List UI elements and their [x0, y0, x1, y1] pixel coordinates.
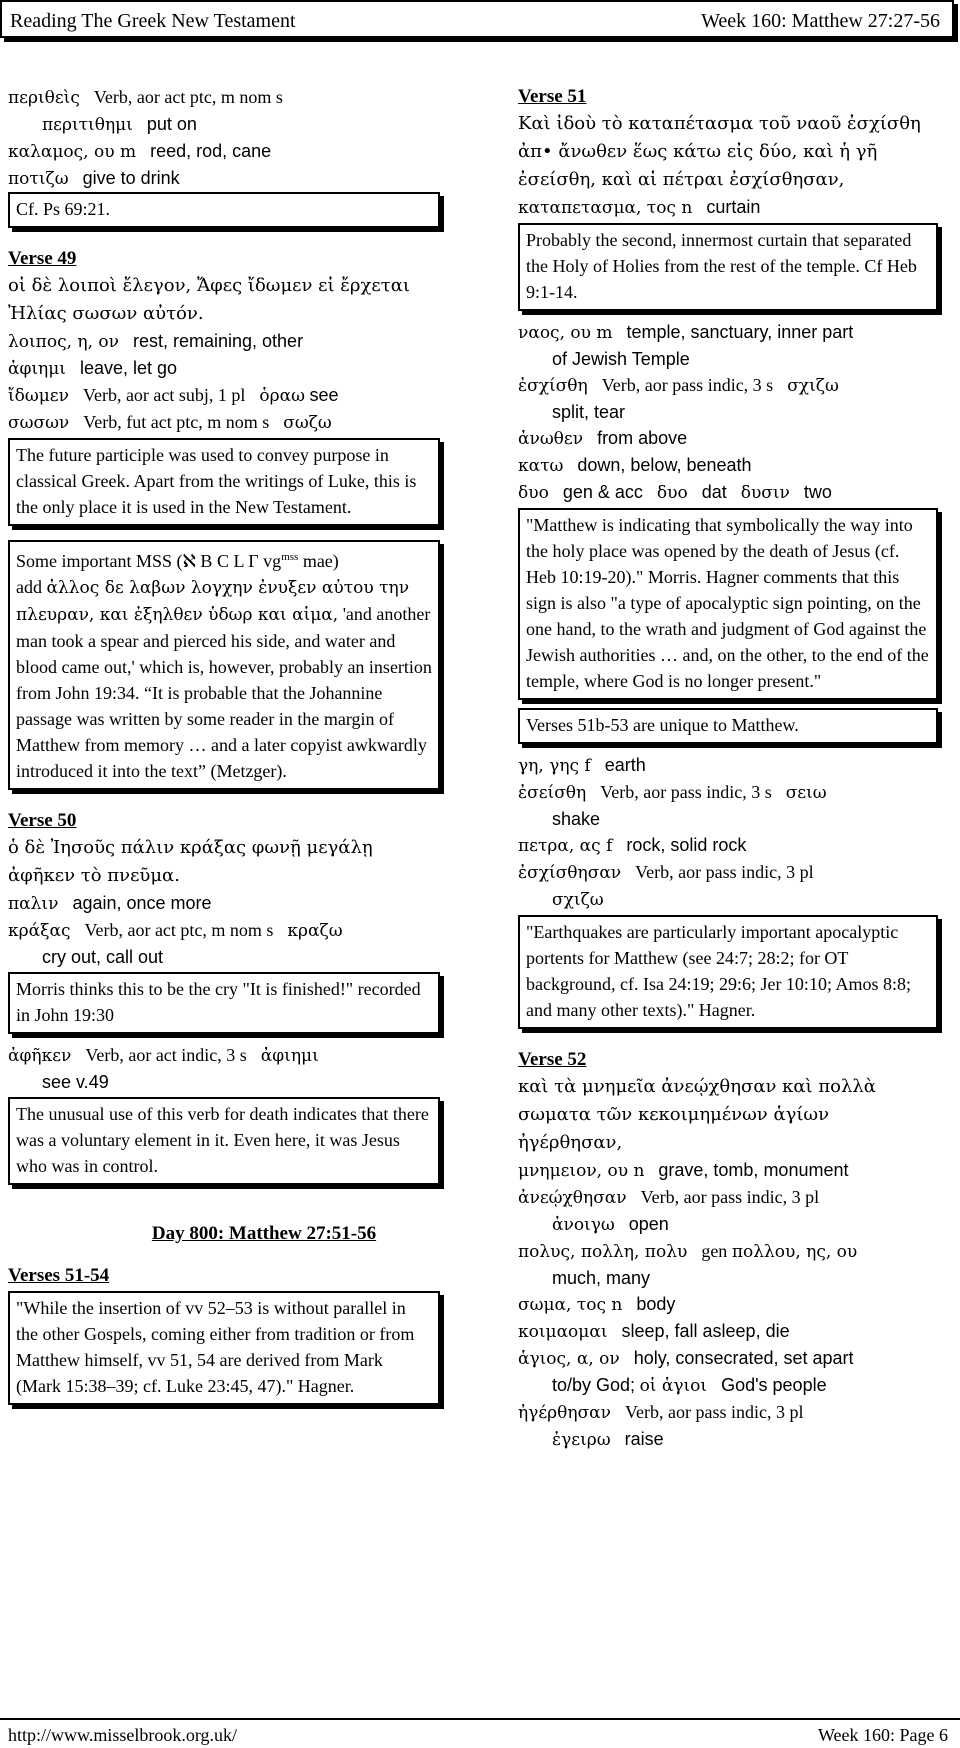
vocab-entry: γη, γης f earth: [518, 755, 646, 776]
vocab-entry: ἀνεῴχθησαν Verb, aor pass indic, 3 pl: [518, 1187, 820, 1208]
vocab-entry: ἠγέρθησαν Verb, aor pass indic, 3 pl: [518, 1402, 804, 1423]
vocab-entry: περιθεὶς Verb, aor act ptc, m nom s: [8, 87, 283, 108]
vocab-entry: ἀνωθεν from above: [518, 428, 688, 449]
header-title: Reading The Greek New Testament: [10, 10, 296, 32]
right-column: [518, 84, 938, 1453]
vocab-entry: σχιζω: [552, 890, 604, 910]
vocab-entry: σωσων Verb, fut act ptc, m nom s σωζω: [8, 412, 332, 433]
greek-text: οἱ δὲ λοιποὶ ἔλεγον, Ἄφες ἴδωμεν εἰ ἔρχεται Ἠλίας σωσων αὐτόν.: [8, 275, 410, 324]
vocab-entry: δυο gen & acc δυο dat δυσιν two: [518, 482, 832, 503]
vocab-entry: ἐγειρω raise: [552, 1429, 664, 1450]
verse-heading: Verse 52: [518, 1049, 587, 1070]
verse-heading: Verse 51: [518, 86, 587, 107]
vocab-entry: ἀφιημι leave, let go: [8, 358, 178, 379]
vocab-entry: πετρα, ας f rock, solid rock: [518, 835, 747, 856]
vocab-entry: καταπετασμα, τος n curtain: [518, 197, 761, 218]
vocab-entry: ἐσείσθη Verb, aor pass indic, 3 s σειω: [518, 782, 827, 803]
vocab-entry: καλαμος, ου m reed, rod, cane: [8, 141, 272, 162]
vocab-entry: to/by God; οἱ ἁγιοι God's people: [552, 1375, 827, 1396]
vocab-entry: ἐσχίσθησαν Verb, aor pass indic, 3 pl: [518, 862, 814, 883]
greek-text: Καὶ ἰδοὺ τὸ καταπέτασμα τοῦ ναοῦ ἐσχίσθη ἀπ• ἄνωθεν ἕως κάτω εἰς δύο, καὶ ἡ γῆ ἐσείσθη, καὶ αἱ πέτραι ἐσχίσθησαν,: [518, 113, 921, 190]
vocab-entry: ἐσχίσθη Verb, aor pass indic, 3 s σχιζω: [518, 375, 839, 396]
verse-heading: Verse 49: [8, 248, 77, 269]
vocab-entry: much, many: [552, 1268, 651, 1288]
vocab-entry: κράξας Verb, aor act ptc, m nom s κραζω: [8, 920, 343, 941]
vocab-entry: of Jewish Temple: [552, 349, 690, 369]
vocab-entry: περιτιθημι put on: [42, 114, 197, 135]
vocab-entry: ἀνοιγω open: [552, 1214, 669, 1235]
vocab-entry: κοιμαομαι sleep, fall asleep, die: [518, 1321, 790, 1342]
quote-box: "Matthew is indicating that symbolically the way into the holy place was opened by the death of Jesus (cf. Heb 10:19-20)." Morris. Hagner comments that this sign is also "a type of apocalyptic sign pointing, on the one hand, to the wrath and judgment of God against the Jewish authorities … and, on the other, to the end of the temple, where God is no longer present.": [518, 508, 938, 700]
footer-url-link[interactable]: http://www.misselbrook.org.uk/: [8, 1725, 237, 1745]
page-footer: [0, 1718, 960, 1748]
vocab-entry: σωμα, τος n body: [518, 1294, 676, 1315]
vocab-entry: λοιπος, η, ον rest, remaining, other: [8, 331, 304, 352]
note-box: Probably the second, innermost curtain that separated the Holy of Holies from the rest of the temple. Cf Heb 9:1-14.: [518, 223, 938, 311]
vocab-entry: παλιν again, once more: [8, 893, 212, 914]
vocab-entry: πολυς, πολλη, πολυ gen πολλου, ης, ου: [518, 1241, 858, 1262]
quote-box: "Earthquakes are particularly important apocalyptic portents for Matthew (see 24:7; 28:2; for OT background, cf. Isa 24:19; 29:6; Jer 10:10; Amos 8:8; and many other texts)." Hagner.: [518, 915, 938, 1029]
vocab-entry: ἁγιος, α, ον holy, consecrated, set apart: [518, 1348, 854, 1369]
vocab-entry: shake: [552, 809, 601, 829]
vocab-entry: ποτιζω give to drink: [8, 168, 180, 189]
footer-page-number: Week 160: Page 6: [817, 1725, 948, 1745]
vocab-entry: see v.49: [42, 1072, 109, 1092]
verse-heading: Verse 50: [8, 810, 77, 831]
note-box: Morris thinks this to be the cry "It is finished!" recorded in John 19:30: [8, 972, 440, 1034]
page-header: [0, 0, 954, 38]
greek-text: καὶ τὰ μνημεῖα ἀνεῴχθησαν καὶ πολλὰ σωματα τῶν κεκοιμημένων ἁγίων ἠγέρθησαν,: [518, 1076, 876, 1153]
day-heading: Day 800: Matthew 27:51-56: [151, 1223, 377, 1244]
textual-note-box: Some important MSS (ℵ B C L Γ $vg^{mss}$ mae) add ἀλλος δε λαβων λογχην ἐνυξεν αὐτου την πλευραν, και ἐξηλθεν ὑδωρ και αἱμα, 'and another man took a spear and pierced his side, and water and blood came out,' which is, however, probably an insertion from John 19:34. “It is probable that the Johannine passage was written by some reader in the margin of Matthew from memory … and a later copyist awkwardly introduced it into the text” (Metzger).: [8, 540, 440, 790]
vocab-entry: cry out, call out: [42, 947, 164, 967]
vocab-entry: ἀφῆκεν Verb, aor act indic, 3 s ἀφιημι: [8, 1045, 319, 1066]
note-box: The future participle was used to convey purpose in classical Greek. Apart from the writings of Luke, this is the only place it is used in the New Testament.: [8, 438, 440, 526]
verse-heading: Verses 51-54: [8, 1265, 110, 1286]
header-week: Week 160: Matthew 27:27-56: [701, 10, 940, 32]
vocab-entry: κατω down, below, beneath: [518, 455, 752, 476]
greek-text: ὁ δὲ Ἰησοῦς πάλιν κράξας φωνῇ μεγάλῃ ἀφῆκεν τὸ πνεῦμα.: [8, 837, 373, 886]
note-box: The unusual use of this verb for death indicates that there was a voluntary element in it. Even here, it was Jesus who was in control.: [8, 1097, 440, 1185]
vocab-entry: ἴδωμεν Verb, aor act subj, 1 pl ὁραω see: [8, 385, 339, 406]
vocab-entry: ναος, ου m temple, sanctuary, inner part: [518, 322, 854, 343]
quote-box: "While the insertion of vv 52–53 is without parallel in the other Gospels, coming either from tradition or from Matthew himself, vv 51, 54 are derived from Mark (Mark 15:38–39; cf. Luke 23:45, 47)." Hagner.: [8, 1291, 440, 1405]
vocab-entry: μνημειον, ου n grave, tomb, monument: [518, 1160, 849, 1181]
vocab-entry: split, tear: [552, 402, 626, 422]
note-box: Verses 51b-53 are unique to Matthew.: [518, 708, 938, 744]
left-column: [8, 84, 440, 1413]
note-box: Cf. Ps 69:21.: [8, 192, 440, 228]
